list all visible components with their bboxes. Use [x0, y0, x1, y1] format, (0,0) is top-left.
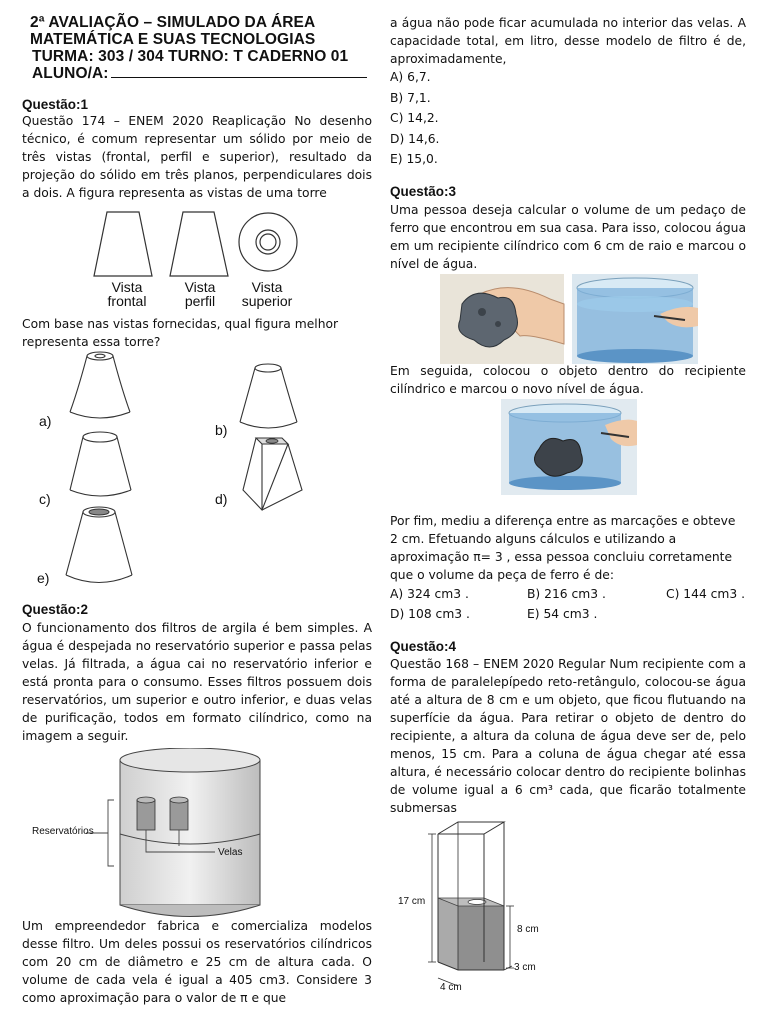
q2-option-e[interactable]: E) 15,0.	[390, 152, 438, 166]
q2-option-c[interactable]: C) 14,2.	[390, 111, 439, 125]
q1-options-figure	[30, 350, 320, 595]
q3-text: Uma pessoa deseja calcular o volume de um pedaço de ferro que encontrou em sua casa. Para isso, colocou água em um recipiente cilíndrico com 6 cm de raio e marcou o nível de água.	[390, 203, 746, 271]
option-b-label[interactable]: b)	[215, 422, 228, 438]
q3-image-after	[501, 399, 637, 495]
q2-option-d[interactable]: D) 14,6.	[390, 131, 440, 146]
header-subtitle: MATEMÁTICA E SUAS TECNOLOGIAS	[30, 31, 316, 48]
q3-option-a[interactable]: A) 324 cm3 .	[390, 587, 469, 601]
option-c-figure[interactable]	[70, 432, 131, 496]
dim-height: 17 cm	[398, 896, 426, 907]
q4-text: Questão 168 – ENEM 2020 Regular Num recipiente com a forma de paralelepípedo reto-retângulo, colocou-se água até a altura de 8 cm e um objeto, que ficou flutuando na superfície da água. Para retirar o objeto de dentro do recipiente, a altura da coluna de água deve ser de, pelo menos, 15 cm. Para a coluna de água chegar até essa altura, é necessário colocar dentro do recipiente bolinhas de volume igual a 6 cm³ cada, que ficarão totalmente submersas	[390, 657, 746, 815]
dim-base: 4 cm	[440, 982, 462, 993]
student-label: ALUNO/A:	[32, 65, 109, 82]
side-view-shape	[170, 212, 228, 276]
header-title: 2ª AVALIAÇÃO – SIMULADO DA ÁREA	[30, 14, 316, 31]
option-a-figure[interactable]	[70, 352, 130, 418]
q1-text: Questão 174 – ENEM 2020 Reaplicação No desenho técnico, é comum representar um sólido por meio de três vistas (frontal, perfil e superior), resultado da projeção do sólido em três planos, perpendiculares dois a dois. A figura representa as vistas de uma torre	[22, 114, 372, 200]
front-view-shape	[94, 212, 152, 276]
q2-option-a[interactable]: A) 6,7.	[390, 70, 431, 84]
dim-water: 8 cm	[517, 924, 539, 935]
label-velas: Velas	[218, 847, 243, 858]
view-label-perfil: Vista perfil	[184, 279, 216, 309]
top-view-hole	[260, 234, 276, 250]
q3-option-d[interactable]: D) 108 cm3 .	[390, 607, 470, 621]
q3-title: Questão:3	[390, 184, 457, 199]
q3-option-e[interactable]: E) 54 cm3 .	[527, 607, 598, 621]
q2-title: Questão:2	[22, 602, 89, 617]
q3-images-before	[440, 274, 698, 364]
label-reservatorios: Reservatórios	[32, 826, 94, 837]
option-e-figure[interactable]	[66, 507, 132, 583]
dim-depth: 3 cm	[514, 962, 536, 973]
option-d-figure[interactable]	[243, 438, 302, 510]
q2-text-end: a água não pode ficar acumulada no interior das velas. A capacidade total, em litro, desse modelo de filtro é de, aproximadamente,	[390, 16, 746, 66]
q2-text: O funcionamento dos filtros de argila é bem simples. A água é despejada no reservatório superior e passa pelas velas. Já filtrada, a água cai no reservatório inferior e está pronta para o consumo. Esses filtros possuem dois reservatórios, um superior e outro inferior, e duas velas de purificação, todos em formato cilíndrico, como na imagem a seguir.	[22, 621, 372, 743]
option-a-label[interactable]: a)	[39, 413, 52, 429]
student-name-field[interactable]	[111, 65, 367, 78]
option-c-label[interactable]: c)	[39, 491, 51, 507]
option-e-label[interactable]: e)	[37, 570, 50, 586]
q3-option-c[interactable]: C) 144 cm3 .	[666, 587, 746, 601]
q4-title: Questão:4	[390, 639, 457, 654]
q1-question: Com base nas vistas fornecidas, qual figura melhor representa essa torre?	[22, 317, 339, 349]
q2-options	[390, 67, 439, 170]
q2-option-b[interactable]: B) 7,1.	[390, 90, 431, 105]
exam-header	[30, 14, 367, 82]
header-class: TURMA: 303 / 304 TURNO: T CADERNO 01	[32, 48, 349, 65]
q1-title: Questão:1	[22, 97, 89, 112]
view-label-superior: Vista superior	[241, 279, 293, 309]
q3-text-second: Em seguida, colocou o objeto dentro do recipiente cilíndrico e marcou o novo nível de água.	[390, 364, 746, 396]
option-b-figure[interactable]	[240, 364, 297, 428]
header-student-row	[30, 65, 367, 82]
option-d-label[interactable]: d)	[215, 491, 228, 507]
view-label-frontal: Vista frontal	[107, 279, 147, 309]
q3-text-third: Por fim, mediu a diferença entre as marcações e obteve 2 cm. Efetuando alguns cálculos e utilizando a aproximação π= 3 , essa pessoa concluiu corretamente que o volume da peça de ferro é de:	[390, 514, 736, 582]
q2-text-continued: Um empreendedor fabrica e comercializa modelos desse filtro. Um deles possui os reservatórios cilíndricos com 20 cm de diâmetro e 25 cm de altura cada. O volume de cada vela é igual a 405 cm3. Considere 3 como aproximação para o valor de π e que	[22, 919, 372, 1005]
floating-object	[468, 900, 486, 905]
q3-option-b[interactable]: B) 216 cm3 .	[527, 587, 606, 601]
top-view-outer	[239, 213, 297, 271]
